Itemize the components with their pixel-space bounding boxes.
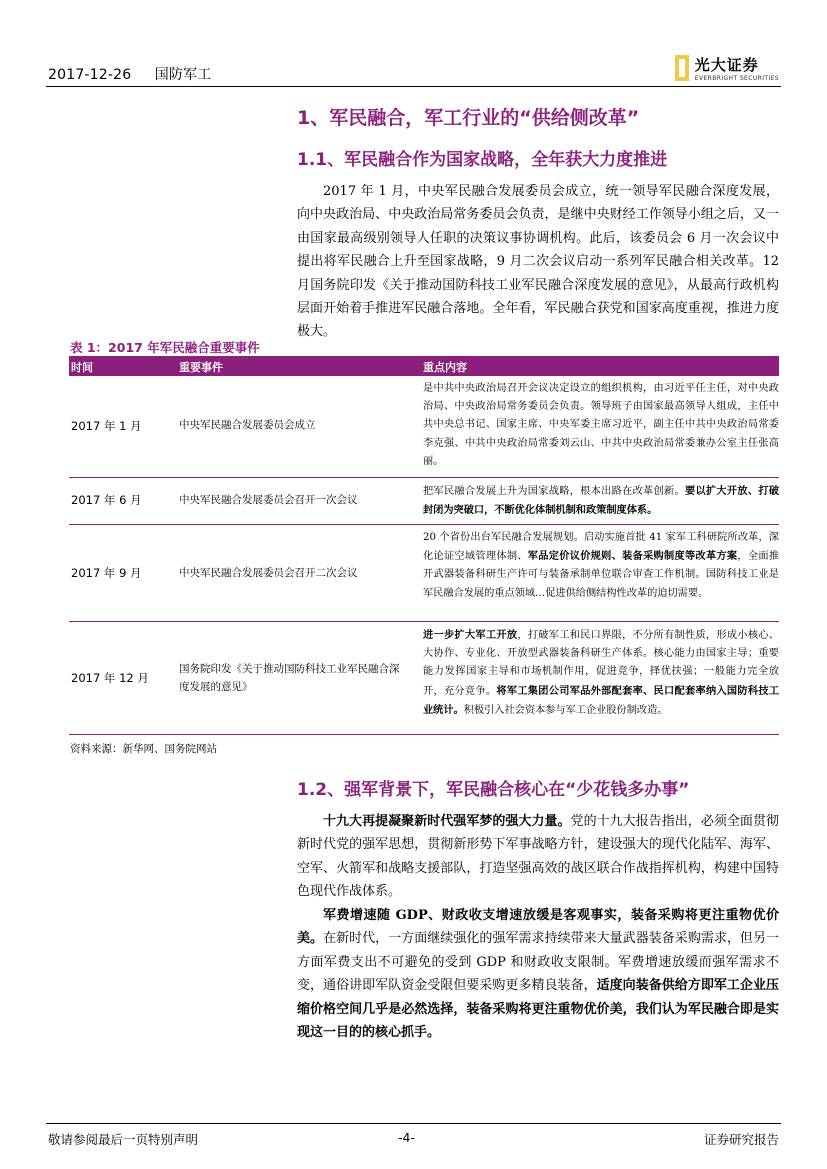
intro-text: 2017 年 1 月，中央军民融合发展委员会成立，统一领导军民融合深度发展，向中央政治局、中央政治局常务委员会负责，是继中央财经工作领导小组之后，又一由国家最高级别领导人任职的决策议事协调机构。此后，该委员会 6 月一次会议中提出将军民融合上升至国家战略，9 月二次会议启动一系列军民融合相关改革。12 月国务院印发《关于推动国防科技工业军民融合深度发展的意见》，从最高行政机构层面开始着手推进军民融合落地。全年看，军民融合获党和国家高度重视，推进力度极大。 (297, 184, 779, 340)
row-content-tail: 积极引入社会资本参与军工企业股份制改造。 (463, 704, 668, 716)
paragraph-3-lead: 军费增速随 GDP、财政收支增速放缓是客观事实，装备采购将更注重物优价美。 (297, 908, 779, 947)
intro-paragraph (297, 180, 779, 344)
row-time: 2017 年 9 月 (71, 566, 142, 580)
footer-report-type: 证券研究报告 (703, 1132, 779, 1147)
table-bottom-border (69, 734, 779, 735)
row-content-bold: 军品定价议价规则、装备采购制度等改革方案 (527, 550, 738, 563)
row-content-bold: 进一步扩大军工开放 (423, 629, 518, 641)
row-content-tail: ，全面推开武器装备科研生产许可与装备承制单位联合审查工作机制。国防科技工业是军民融合发展的重点领域…促进供给侧结构性改革的迫切需要。 (423, 551, 780, 599)
row-event: 中央军民融合发展委员会召开一次会议 (179, 494, 358, 506)
row-divider (69, 477, 779, 478)
row-content-bold: 要以扩大开放、打破封闭为突破口，不断优化体制机制和政策制度体系。 (423, 485, 780, 517)
column-header-event: 重要事件 (179, 361, 223, 374)
report-header (48, 64, 212, 84)
section-heading-1-2: 1.2、强军背景下，军民融合核心在“少花钱多办事” (297, 780, 690, 800)
row-time: 2017 年 6 月 (71, 493, 142, 507)
row-content-text: 把军民融合发展上升为国家战略，根本出路在改革创新。 (423, 486, 685, 497)
logo-en-text: EVERBRIGHT SECURITIES (694, 75, 779, 82)
paragraph-3 (297, 904, 779, 1044)
paragraph-3-conclusion: 适度向装备供给方即军工企业压缩价格空间几乎是必然选择，装备采购将更注重物优价美，我们认为军民融合即是实现这一目的的核心抓手。 (297, 978, 779, 1041)
row-content-text: 20 个省份出台军民融合发展规划。启动实施首批 41 家军工科研院所改革，深化论证空域管理体制、 (423, 532, 779, 563)
row-content-bold-2: 将军工集团公司军品外部配套率、民口配套率纳入国防科技工业统计。 (423, 684, 780, 716)
table-row (69, 624, 779, 736)
row-divider (69, 524, 779, 525)
report-date: 2017-12-26 (48, 67, 132, 83)
row-content-text: 是中共中央政治局召开会议决定设立的组织机构，由习近平任主任，对中央政治局、中央政治局常务委员会负责。领导班子由国家最高领导人组成，主任中共中央总书记、国家主席、中央军委主席习近平，副主任中共中央政治局常委李克强、中共中央政治局常委刘云山、中共中央政治局常委兼办公室主任张高丽。 (423, 383, 779, 467)
row-content (423, 626, 779, 720)
column-header-content: 重点内容 (423, 361, 467, 374)
table-row (69, 378, 779, 474)
logo-cn-text: 光大证券 (694, 56, 759, 74)
footer-disclaimer: 敬请参阅最后一页特别声明 (48, 1132, 199, 1147)
page-number: -4- (398, 1130, 415, 1145)
footer-divider (46, 1123, 781, 1124)
row-event: 中央军民融合发展委员会召开二次会议 (179, 567, 358, 579)
paragraph-3-text: 在新时代，一方面继续强化的强军需求持续带来大量武器装备采购需求，但另一方面军费支出不可避免的受到 GDP 和财政收支限制。军费增速放缓而强军需求不变，通俗讲即军队资金受限但要采购更多精良装备， (297, 931, 779, 994)
row-time: 2017 年 12 月 (71, 671, 149, 685)
paragraph-2-text: 党的十九大报告指出，必须全面贯彻新时代党的强军思想，贯彻新形势下军事战略方针，建设强大的现代化陆军、海军、空军、火箭军和战略支援部队，打造坚强高效的战区联合作战指挥机构，构建中国特色现代作战体系。 (297, 814, 779, 900)
report-section: 国防军工 (154, 67, 212, 83)
company-logo (675, 52, 779, 84)
row-time: 2017 年 1 月 (71, 419, 142, 433)
table-header (69, 356, 779, 376)
logo-icon (675, 55, 689, 81)
paragraph-2 (297, 810, 779, 904)
section-heading-1-1: 1.1、军民融合作为国家战略，全年获大力度推进 (297, 150, 668, 170)
header-divider (46, 86, 781, 87)
row-divider (69, 621, 779, 622)
row-content (423, 529, 779, 603)
row-content (423, 380, 779, 471)
row-content-text: ，打破军工和民口界限，不分所有制性质，形成小核心、大协作、专业化、开放型武器装备科研生产体系。核心能力由国家主导；重要能力发挥国家主导和市场机制作用，促进竞争，择优扶强；一般能力完全放开，充分竞争。 (423, 630, 779, 697)
table-row (69, 527, 779, 619)
section-heading-1: 1、军民融合，军工行业的“供给侧改革” (297, 107, 640, 129)
paragraph-2-lead: 十九大再提凝聚新时代强军梦的强大力量。 (323, 814, 571, 829)
column-header-time: 时间 (71, 361, 93, 374)
table-title: 表 1：2017 年军民融合重要事件 (70, 340, 260, 355)
row-event: 国务院印发《关于推动国防科技工业军民融合深度发展的意见》 (179, 663, 400, 693)
row-event: 中央军民融合发展委员会成立 (179, 419, 316, 431)
row-content (423, 482, 779, 520)
table-source: 资料来源：新华网、国务院网站 (70, 743, 217, 755)
table-row (69, 480, 779, 522)
